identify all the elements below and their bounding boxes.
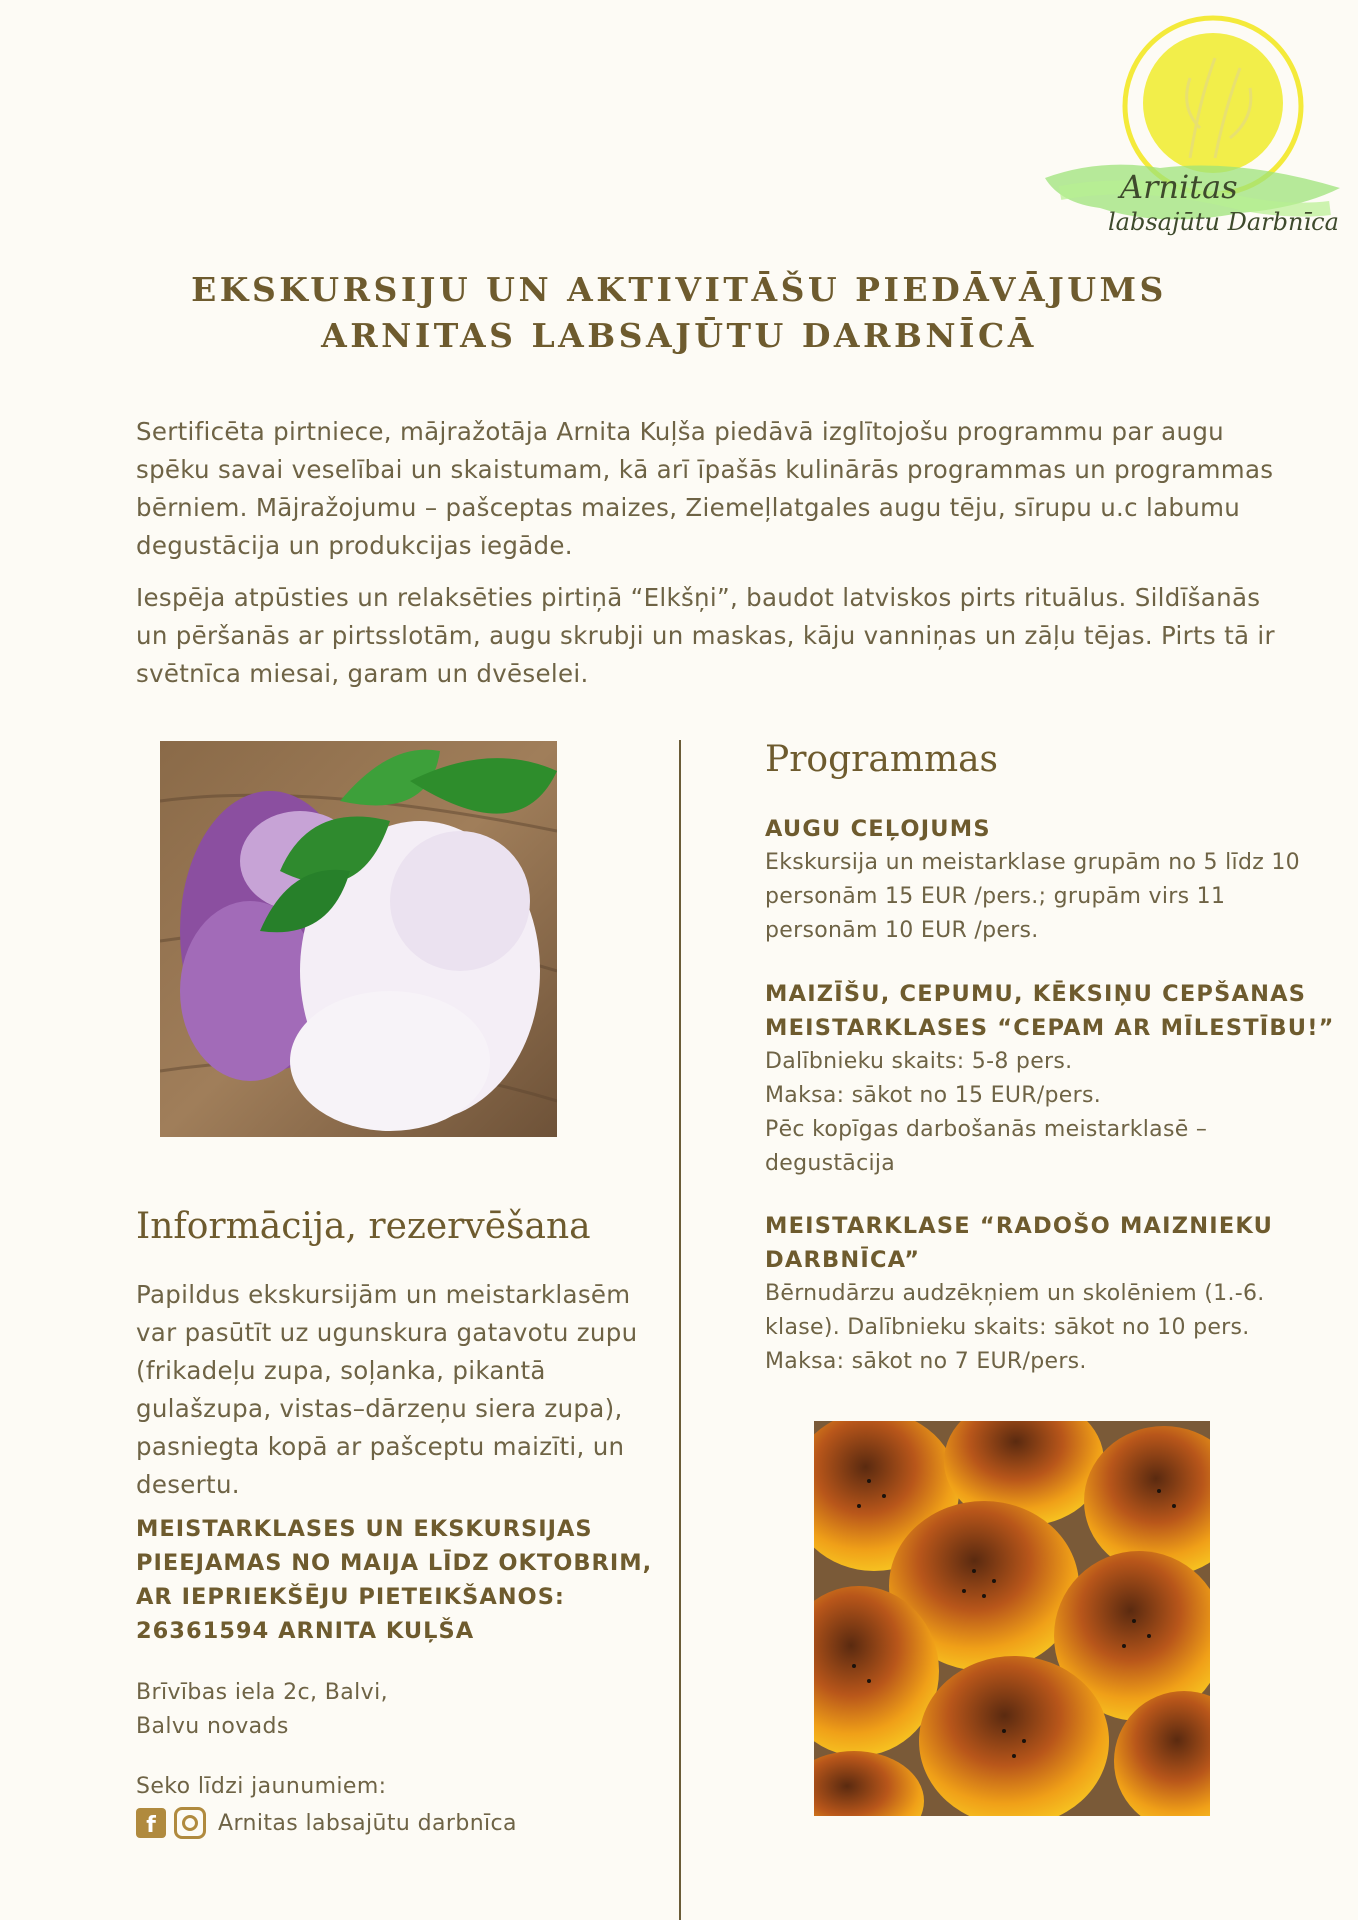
page-title-line2: ARNITAS LABSAJŪTU DARBNĪCĀ xyxy=(321,316,1037,355)
intro-paragraph-2: Iespēja atpūsties un relaksēties pirtiņā “Elkšņi”, baudot latviskos pirts rituālus. Sildīšanās un pēršanās ar pirtsslotām, augu skrubji un maskas, kāju vanniņas un zāļu tējas. Pirts tā ir svētnīca miesai, garam un dvēselei. xyxy=(136,583,1275,688)
page-title-line1: EKSKURSIJU UN AKTIVITĀŠU PIEDĀVĀJUMS xyxy=(191,270,1167,309)
program-2-title-line2: MEISTARKLASES “CEPAM AR MĪLESTĪBU!” xyxy=(765,1015,1335,1041)
availability-note-line1: MEISTARKLASES UN EKSKURSIJAS xyxy=(136,1516,593,1542)
lilac-photo xyxy=(160,741,557,1137)
availability-note-line2: PIEEJAMAS NO MAIJA LĪDZ OKTOBRIM, xyxy=(136,1550,653,1576)
facebook-icon[interactable]: f xyxy=(136,1808,166,1838)
column-divider xyxy=(679,740,681,1920)
contact-phone: 26361594 ARNITA KUĻŠA xyxy=(136,1618,475,1644)
follow-label: Seko līdzi jaunumiem: xyxy=(136,1774,387,1799)
logo-text-line2: labsajūtu Darbnīca xyxy=(1108,208,1339,236)
address-line2: Balvu novads xyxy=(136,1714,289,1739)
info-paragraph: Papildus ekskursijām un meistarklasēm var pasūtīt uz ugunskura gatavotu zupu (frikadeļu zupa, soļanka, pikantā gulašzupa, vistas–dārzeņu siera zupa), pasniegta kopā ar pašceptu maizīti, un desertu. xyxy=(136,1280,638,1499)
social-page-name[interactable]: Arnitas labsajūtu darbnīca xyxy=(218,1810,517,1836)
programs-heading: Programmas xyxy=(765,739,999,780)
logo-text-line1: Arnitas xyxy=(1120,168,1238,206)
program-2-desc-line2: Maksa: sākot no 15 EUR/pers. xyxy=(765,1083,1102,1108)
program-3-desc-line1: Bērnudārzu audzēkņiem un skolēniem (1.-6. klase). Dalībnieku skaits: sākot no 10 pers. xyxy=(765,1281,1265,1340)
address-line1: Brīvības iela 2c, Balvi, xyxy=(136,1680,389,1705)
program-3-title-line2: DARBNĪCA” xyxy=(765,1247,921,1273)
intro-paragraph-1: Sertificēta pirtniece, mājražotāja Arnita Kuļša piedāvā izglītojošu programmu par augu spēku savai veselībai un skaistumam, kā arī īpašās kulinārās programmas un programmas bērniem. Mājražojumu – pašceptas maizes, Ziemeļlatgales augu tēju, sīrupu u.c labumu degustācija un produkcijas iegāde. xyxy=(136,417,1274,560)
bread-buns-photo xyxy=(814,1421,1210,1816)
program-2-desc-line1: Dalībnieku skaits: 5-8 pers. xyxy=(765,1049,1073,1074)
program-2-desc-line3: Pēc kopīgas darbošanās meistarklasē – degustācija xyxy=(765,1117,1208,1176)
program-3-title-line1: MEISTARKLASE “RADOŠO MAIZNIEKU xyxy=(765,1213,1274,1239)
availability-note-line3: AR IEPRIEKŠĒJU PIETEIKŠANOS: xyxy=(136,1584,565,1610)
program-1-desc: Ekskursija un meistarklase grupām no 5 līdz 10 personām 15 EUR /pers.; grupām virs 11 personām 10 EUR /pers. xyxy=(765,850,1300,943)
social-links xyxy=(136,1806,517,1840)
info-heading: Informācija, rezervēšana xyxy=(136,1206,591,1247)
program-3-desc-line2: Maksa: sākot no 7 EUR/pers. xyxy=(765,1349,1087,1374)
brand-logo xyxy=(1040,8,1350,268)
program-1-title: AUGU CEĻOJUMS xyxy=(765,816,991,842)
instagram-icon[interactable] xyxy=(174,1807,206,1839)
program-2-title-line1: MAIZĪŠU, CEPUMU, KĒKSIŅU CEPŠANAS xyxy=(765,981,1307,1007)
